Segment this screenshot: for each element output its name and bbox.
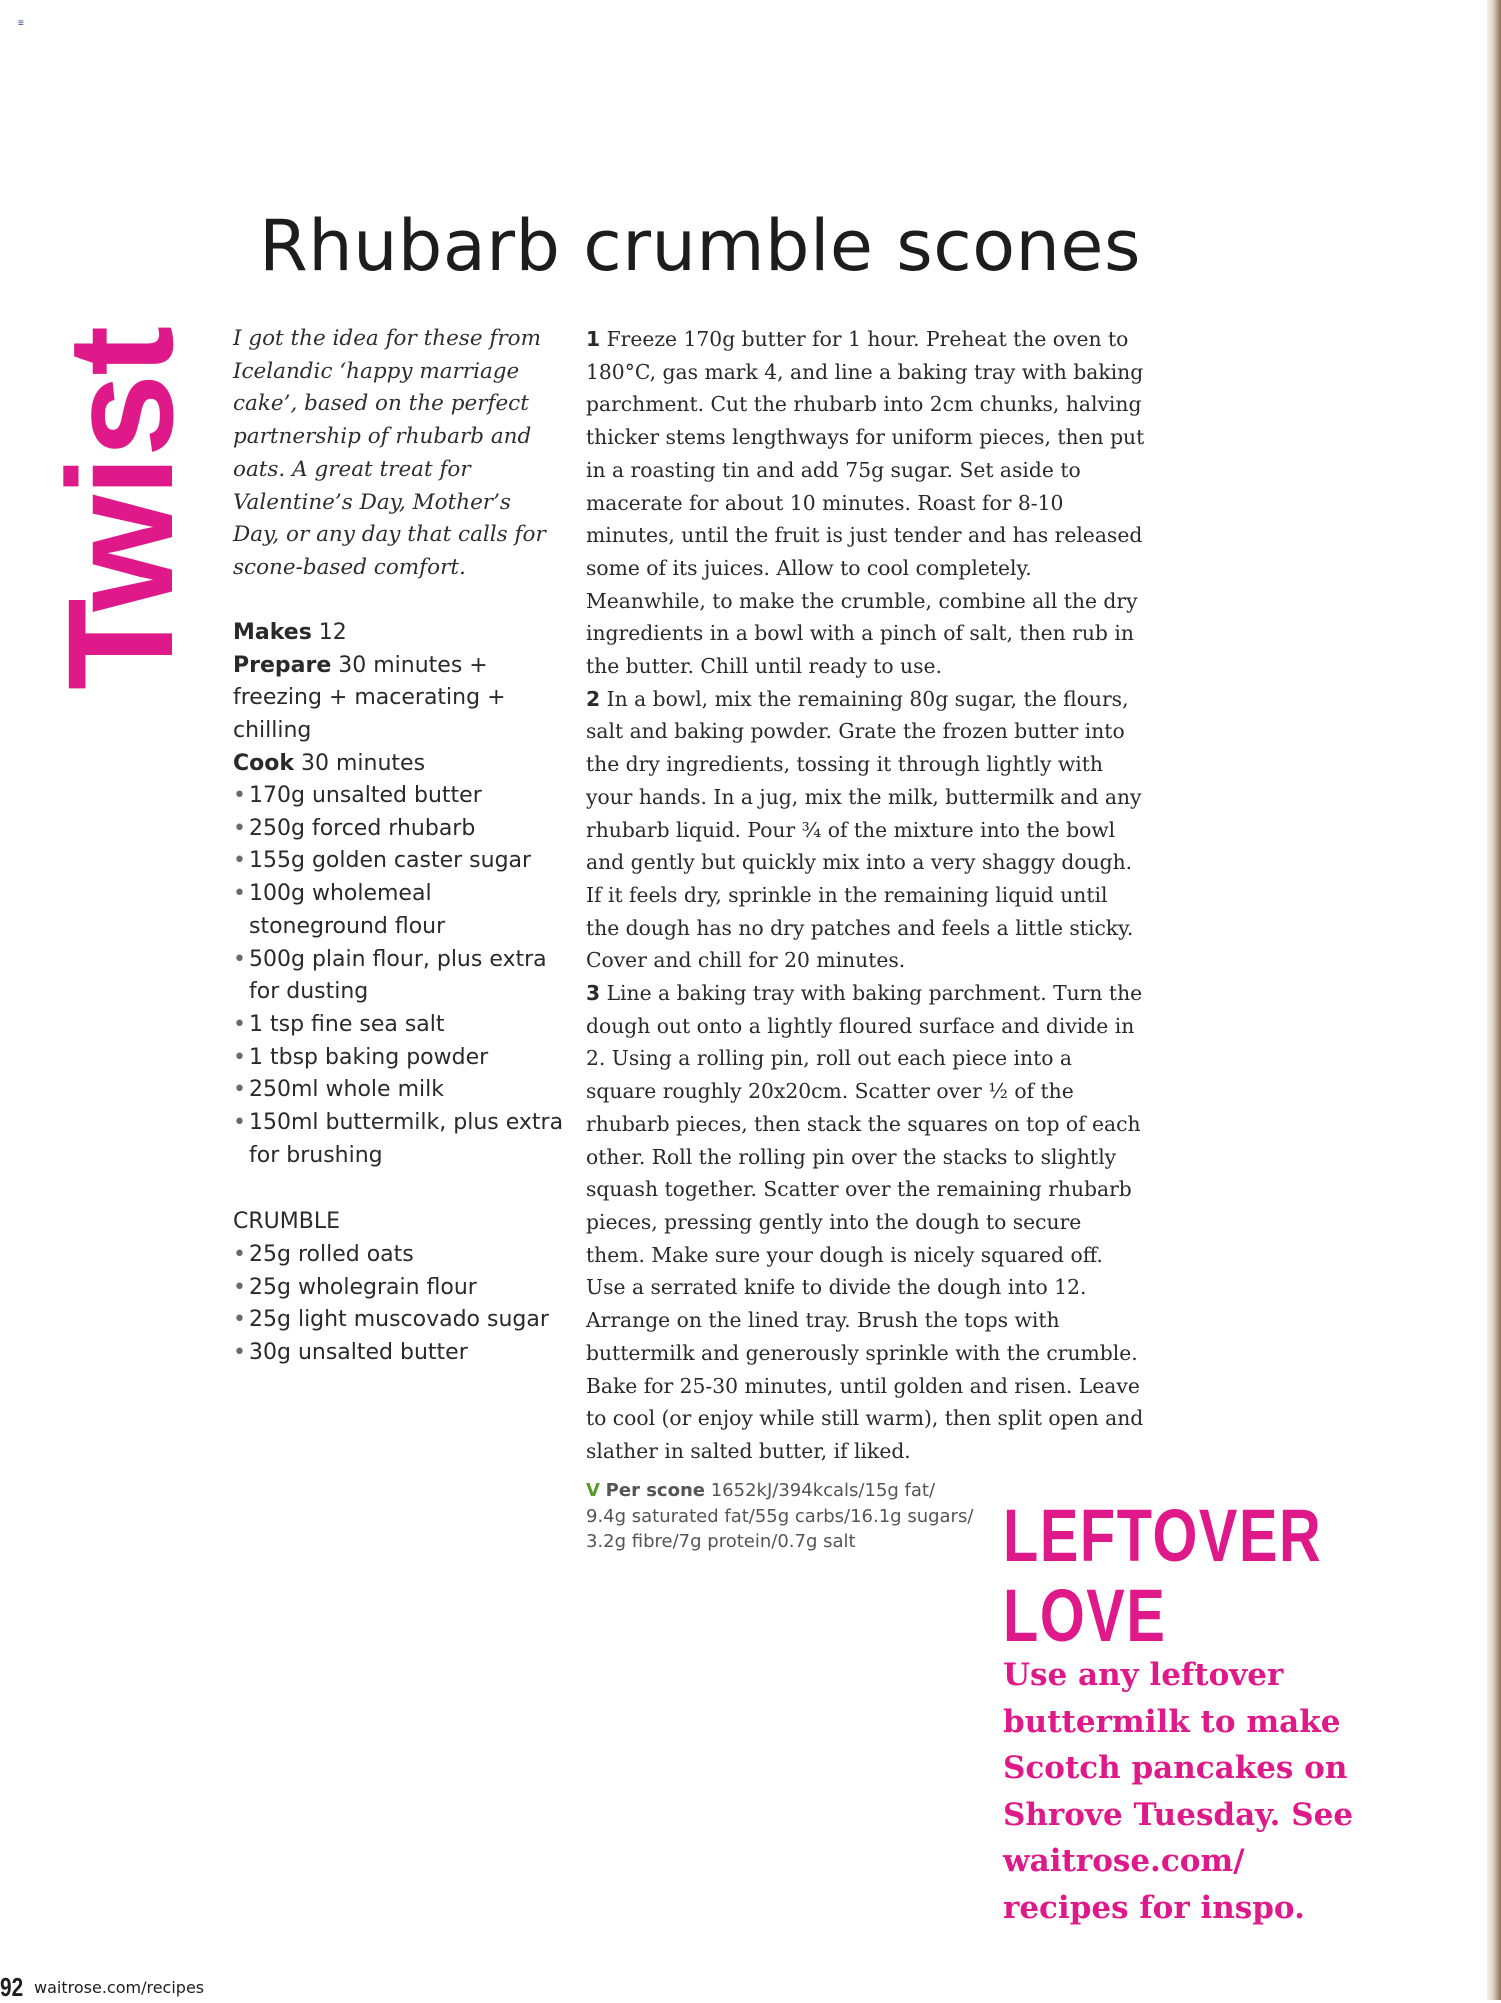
page-edge xyxy=(1487,0,1501,2000)
nutrition-line xyxy=(586,1478,986,1504)
cook-row xyxy=(233,748,573,781)
ingredient-item: • 155g golden caster sugar xyxy=(233,845,573,878)
ingredient-list xyxy=(233,780,573,1172)
vegetarian-badge: V xyxy=(586,1480,600,1501)
crumble-item: • 25g light muscovado sugar xyxy=(233,1304,573,1337)
leftover-heading xyxy=(1003,1494,1323,1657)
ingredient-item: • 1 tbsp baking powder xyxy=(233,1042,573,1075)
ingredient-item: • 1 tsp fine sea salt xyxy=(233,1009,573,1042)
nutrition-line: 9.4g saturated fat/55g carbs/16.1g sugars/ xyxy=(586,1505,974,1527)
ingredient-item: • 250g forced rhubarb xyxy=(233,813,573,846)
per-scone-label: Per scone xyxy=(605,1480,705,1501)
ingredient-item: • 250ml whole milk xyxy=(233,1074,573,1107)
footer-link[interactable]: waitrose.com/recipes xyxy=(34,1978,205,1997)
crumble-heading: CRUMBLE xyxy=(233,1209,340,1234)
step-text: Line a baking tray with baking parchment. Turn the dough out onto a lightly floured surface and divide in 2. Using a rolling pin, roll out each piece into a square roughly 20x20cm. Scatter over ½ of the rhubarb pieces, then stack the squares on top of each other. Roll the rolling pin over the stacks to slightly squash together. Scatter over the remaining rhubarb pieces, pressing gently into the dough to secure them. Make sure your dough is nicely squared off. Use a serrated knife to divide the dough into 12. Arrange on the lined tray. Brush the tops with buttermilk and generously sprinkle with the crumble. Bake for 25-30 minutes, until golden and risen. Leave to cool (or enjoy while still warm), then split open and slather in salted butter, if liked. xyxy=(586,981,1144,1463)
crumble-list xyxy=(233,1239,573,1370)
ingredient-item: • 150ml buttermilk, plus extra for brushing xyxy=(233,1107,573,1172)
method-step xyxy=(586,683,1146,977)
cook-value: 30 minutes xyxy=(301,750,426,776)
nutrition-line: 3.2g fibre/7g protein/0.7g salt xyxy=(586,1531,856,1552)
recipe-title: Rhubarb crumble scones xyxy=(259,205,1141,287)
step-number: 1 xyxy=(586,327,601,351)
step-text: Freeze 170g butter for 1 hour. Preheat the oven to 180°C, gas mark 4, and line a baking tray with baking parchment. Cut the rhubarb into 2cm chunks, halving thicker stems lengthways for uniform pieces, then put in a roasting tin and add 75g sugar. Set aside to macerate for about 10 minutes. Roast for 8-10 minutes, until the fruit is just tender and has released some of its juices. Allow to cool completely. Meanwhile, to make the crumble, combine all the dry ingredients in a bowl with a pinch of salt, then rub in the butter. Chill until ready to use. xyxy=(586,327,1145,679)
method-step xyxy=(586,323,1146,683)
step-number: 2 xyxy=(586,686,601,711)
recipe-intro: I got the idea for these from Icelandic ‘happy marriage cake’, based on the perfect partnership of rhubarb and oats. A great treat for Valentine’s Day, Mother’s Day, or any day that calls for scone-based comfort. xyxy=(233,326,546,580)
ingredient-item: • 170g unsalted butter xyxy=(233,780,573,813)
makes-label: Makes xyxy=(233,620,312,645)
menu-icon[interactable]: ≡ xyxy=(18,18,24,29)
ingredient-item: • 100g wholemeal stoneground flour xyxy=(233,878,573,943)
method-step xyxy=(586,977,1146,1468)
prepare-value: 30 minutes + freezing + macerating + chilling xyxy=(233,652,506,744)
makes-value: 12 xyxy=(318,620,347,645)
section-label: Twist xyxy=(36,327,204,690)
prepare-row xyxy=(233,650,573,748)
page-number: 92 xyxy=(0,1972,24,2002)
crumble-item: • 30g unsalted butter xyxy=(233,1337,573,1370)
page-footer xyxy=(0,1972,204,2003)
step-text: In a bowl, mix the remaining 80g sugar, the flours, salt and baking powder. Grate the frozen butter into the dry ingredients, tossing it through lightly with your hands. In a jug, mix the milk, buttermilk and any rhubarb liquid. Pour ¾ of the mixture into the bowl and gently but quickly mix into a very shaggy dough. If it feels dry, sprinkle in the remaining liquid until the dough has no dry patches and feels a little sticky. Cover and chill for 20 minutes. xyxy=(586,686,1142,973)
leftover-heading-line: LEFTOVER xyxy=(1003,1494,1323,1577)
prepare-label: Prepare xyxy=(233,652,332,678)
leftover-heading-line: LOVE xyxy=(1003,1574,1167,1657)
nutrition-values: 1652kJ/394kcals/15g fat/ xyxy=(710,1480,936,1501)
cook-label: Cook xyxy=(233,750,295,776)
step-number: 3 xyxy=(586,981,601,1006)
makes-row xyxy=(233,617,573,650)
nutrition-info xyxy=(586,1478,986,1555)
crumble-item: • 25g rolled oats xyxy=(233,1239,573,1272)
recipe-meta xyxy=(233,617,573,781)
crumble-item: • 25g wholegrain flour xyxy=(233,1272,573,1305)
method-steps xyxy=(586,323,1146,1468)
ingredient-item: • 500g plain flour, plus extra for dusting xyxy=(233,944,573,1009)
leftover-tip: Use any leftover buttermilk to make Scotch pancakes on Shrove Tuesday. See waitrose.com/ recipes for inspo. xyxy=(1003,1657,1354,1926)
